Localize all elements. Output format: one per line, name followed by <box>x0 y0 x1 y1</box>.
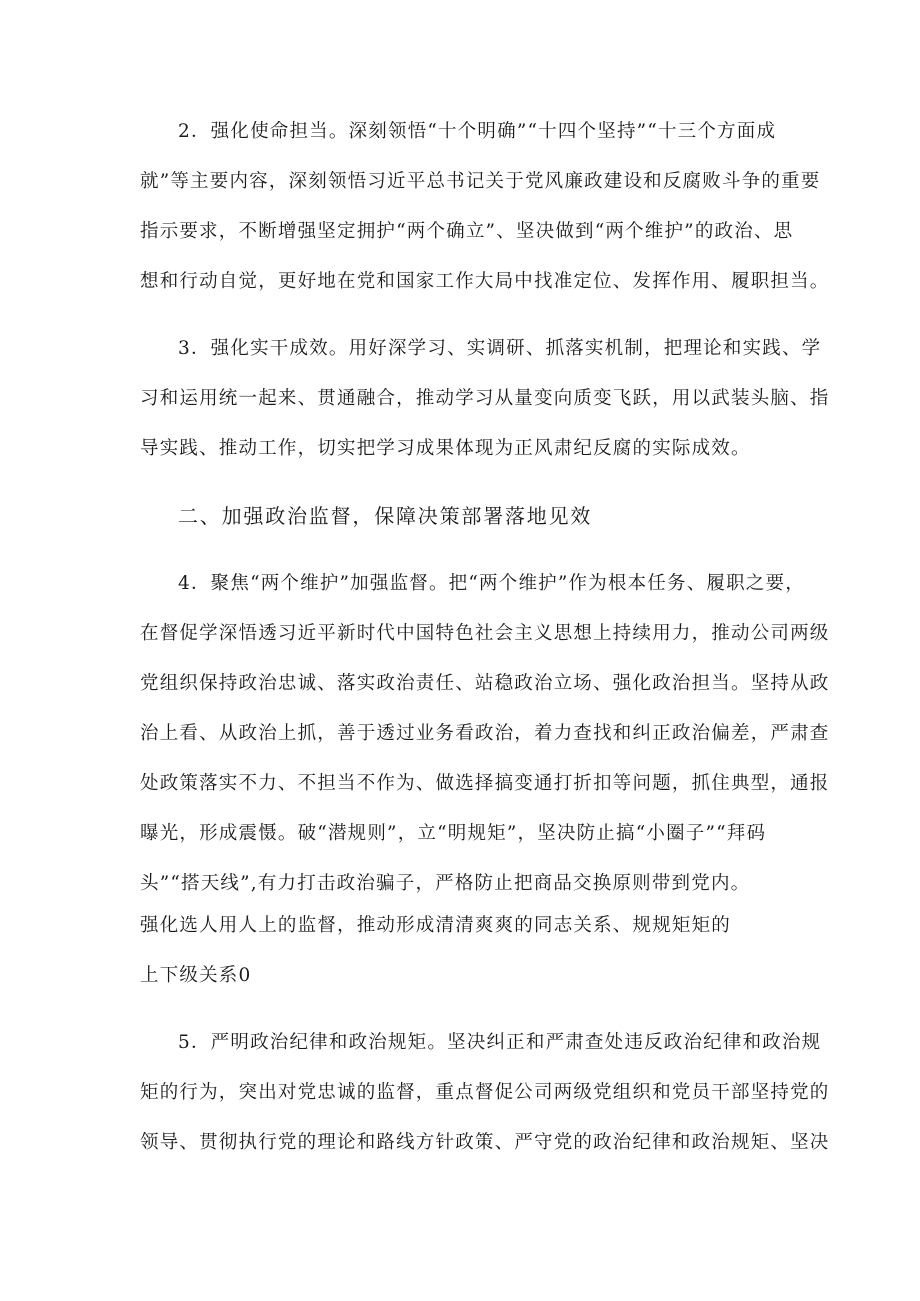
paragraph-5-line-3: 领导、贯彻执行党的理论和路线方针政策、严守党的政治纪律和政治规矩、坚决 <box>140 1132 830 1153</box>
paragraph-4-line-8: 强化选人用人上的监督，推动形成清清爽爽的同志关系、规规矩矩的 <box>140 915 732 936</box>
paragraph-5-line-2: 矩的行为，突出对党忠诚的监督，重点督促公司两级党组织和党员干部坚持党的 <box>140 1082 830 1103</box>
paragraph-5-line-1: 5．严明政治纪律和政治规矩。坚决纠正和严肃查处违反政治纪律和政治规 <box>178 1032 822 1053</box>
paragraph-3-line-1: 3．强化实干成效。用好深学习、实调研、抓落实机制，把理论和实践、学 <box>178 338 822 359</box>
paragraph-4-line-3: 党组织保持政治忠诚、落实政治责任、站稳政治立场、强化政治担当。坚持从政 <box>140 673 830 694</box>
section-heading-2: 二、加强政治监督，保障决策部署落地见效 <box>178 504 593 528</box>
paragraph-3-line-3: 导实践、推动工作，切实把学习成果体现为正风肃纪反腐的实际成效。 <box>140 438 751 459</box>
paragraph-2-line-1: 2．强化使命担当。深刻领悟“十个明确”“十四个坚持”“十三个方面成 <box>178 121 777 142</box>
paragraph-2-line-4: 想和行动自觉，更好地在党和国家工作大局中找准定位、发挥作用、履职担当。 <box>140 271 830 292</box>
paragraph-4-line-2: 在督促学深悟透习近平新时代中国特色社会主义思想上持续用力，推动公司两级 <box>140 623 830 644</box>
paragraph-3-line-2: 习和运用统一起来、贯通融合，推动学习从量变向质变飞跃，用以武装头脑、指 <box>140 388 830 409</box>
paragraph-4-line-6: 曝光，形成震慑。破“潜规则”，立“明规矩”，坚决防止搞“小圈子”“拜码 <box>140 823 767 844</box>
paragraph-4-line-9: 上下级关系0 <box>140 965 252 986</box>
paragraph-4-line-1: 4．聚焦“两个维护”加强监督。把“两个维护”作为根本任务、履职之要， <box>178 573 805 594</box>
paragraph-4-line-7: 头”“搭天线”,有力打击政治骗子，严格防止把商品交换原则带到党内。 <box>140 873 751 894</box>
paragraph-4-line-5: 处政策落实不力、不担当不作为、做选择搞变通打折扣等问题，抓住典型，通报 <box>140 773 830 794</box>
paragraph-4-line-4: 治上看、从政治上抓，善于透过业务看政治，着力查找和纠正政治偏差，严肃查 <box>140 723 830 744</box>
paragraph-2-line-2: 就”等主要内容，深刻领悟习近平总书记关于党风廉政建设和反腐败斗争的重要 <box>140 171 821 192</box>
paragraph-2-line-3: 指示要求，不断增强坚定拥护“两个确立”、坚决做到“两个维护”的政治、思 <box>140 221 794 242</box>
